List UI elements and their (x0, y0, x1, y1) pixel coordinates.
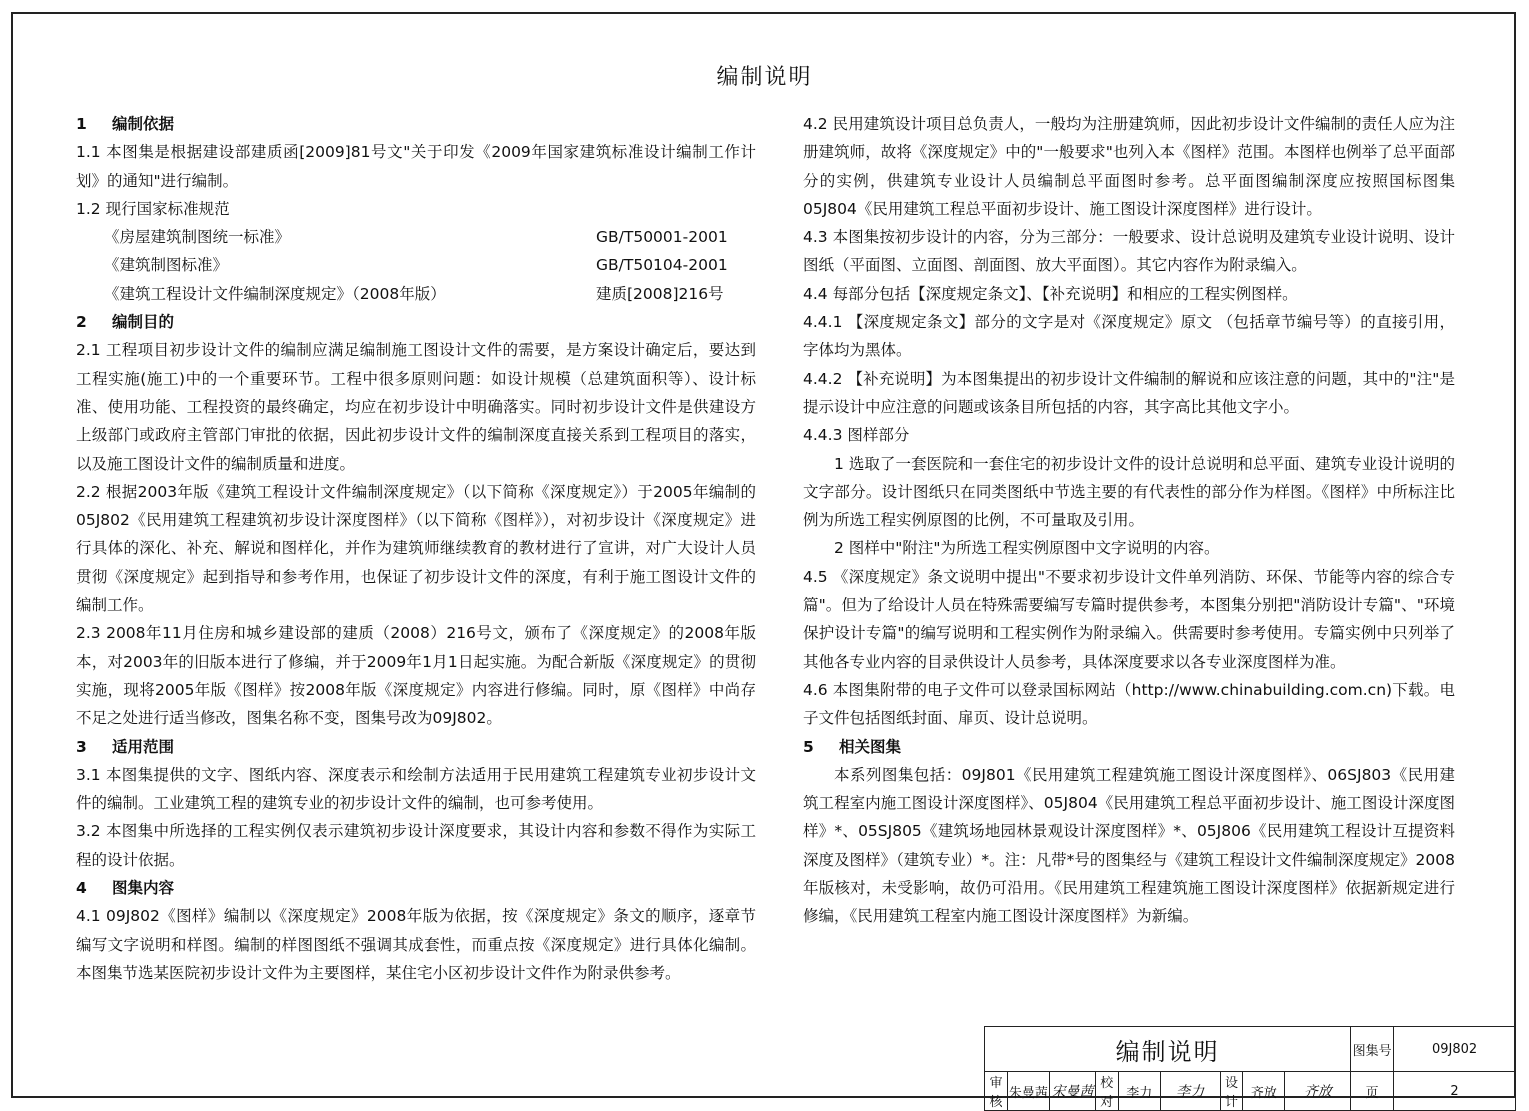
design-label: 设计 (1220, 1072, 1243, 1111)
section-heading (76, 308, 756, 336)
section-number: 2 (76, 313, 87, 332)
section-title: 相关图集 (839, 737, 902, 756)
standard-code: 建质[2008]216号 (596, 284, 724, 303)
left-column (76, 110, 756, 987)
paragraph: 本系列图集包括：09J801《民用建筑工程建筑施工图设计深度图样》、06SJ803《民用建筑工程室内施工图设计深度图样》、05J804《民用建筑工程总平面初步设计、施工图设计深度图样》*、05SJ805《建筑场地园林景观设计深度图样》*、05J806《民用建筑工程设计互提资料深度及图样》（建筑专业）*。注：凡带*号的图集经与《建筑工程设计文件编制深度规定》2008年版核对，未受影响，故仍可沿用。《民用建筑工程建筑施工图设计深度图样》依据新规定进行修编，《民用建筑工程室内施工图设计深度图样》为新编。 (803, 765, 1455, 926)
page-number: 2 (1394, 1072, 1516, 1111)
paragraph: 1.2 现行国家标准规范 (76, 199, 230, 218)
section-title: 适用范围 (112, 737, 175, 756)
section-number: 3 (76, 737, 87, 756)
title-block-name: 编制说明 (985, 1027, 1351, 1072)
standard-code: GB/T50001-2001 (596, 228, 728, 247)
standard-name: 《建筑制图标准》 (104, 256, 229, 275)
paragraph: 1.1 本图集是根据建设部建质函[2009]81号文"关于印发《2009年国家建筑标准设计编制工作计划》的通知"进行编制。 (76, 143, 756, 190)
reviewer-signature: 宋曼茜 (1049, 1072, 1095, 1111)
check-label: 校对 (1095, 1072, 1118, 1111)
paragraph: 2 图样中"附注"为所选工程实例原图中文字说明的内容。 (834, 539, 1220, 558)
paragraph: 4.5 《深度规定》条文说明中提出"不要求初步设计文件单列消防、环保、节能等内容的综合专篇"。但为了给设计人员在特殊需要编写专篇时提供参考，本图集分别把"消防设计专篇"、"环境保护设计专篇"的编写说明和工程实例作为附录编入。供需要时参考使用。专篇实例中只列举了其他各专业内容的目录供设计人员参考，具体深度要求以各专业深度图样为准。 (803, 567, 1455, 671)
standard-code: GB/T50104-2001 (596, 256, 728, 275)
section-heading (76, 110, 756, 138)
atlas-number: 09J802 (1394, 1027, 1516, 1072)
reviewer-name: 朱曼茜 (1007, 1072, 1049, 1111)
standard-row (76, 251, 756, 279)
section-number: 5 (803, 737, 814, 756)
paragraph: 2.2 根据2003年版《建筑工程设计文件编制深度规定》（以下简称《深度规定》）于2005年编制的05J802《民用建筑工程建筑初步设计深度图样》（以下简称《图样》），对初步设计《深度规定》进行具体的深化、补充、解说和图样化，并作为建筑师继续教育的教材进行了宣讲，对广大设计人员贯彻《深度规定》起到指导和参考作用，也保证了初步设计文件的深度，有利于施工图设计文件的编制工作。 (76, 482, 756, 615)
paragraph: 4.4.3 图样部分 (803, 426, 910, 445)
page-title: 编制说明 (716, 65, 813, 90)
section-number: 4 (76, 879, 87, 898)
paragraph: 4.1 09J802《图样》编制以《深度规定》2008年版为依据，按《深度规定》条文的顺序，逐章节编写文字说明和样图。编制的样图图纸不强调其成套性，而重点按《深度规定》进行具体化编制。本图集节选某医院初步设计文件为主要图样，某住宅小区初步设计文件作为附录供参考。 (76, 907, 756, 982)
paragraph: 4.2 民用建筑设计项目总负责人，一般均为注册建筑师，因此初步设计文件编制的责任人应为注册建筑师，故将《深度规定》中的"一般要求"也列入本《图样》范围。本图样也例举了总平面部分的实例，供建筑专业设计人员编制总平面图时参考。总平面图编制深度应按照国标图集05J804《民用建筑工程总平面初步设计、施工图设计深度图样》进行设计。 (803, 115, 1455, 218)
standard-row (76, 280, 756, 308)
designer-name: 齐放 (1243, 1072, 1285, 1111)
title-block (984, 1026, 1516, 1111)
section-title: 编制依据 (112, 115, 175, 133)
standard-row (76, 223, 756, 251)
paragraph: 4.4.2 【补充说明】为本图集提出的初步设计文件编制的解说和应该注意的问题，其中的"注"是提示设计中应注意的问题或该条目所包括的内容，其字高比其他文字小。 (803, 369, 1455, 416)
paragraph: 1 选取了一套医院和一套住宅的初步设计文件的设计总说明和总平面、建筑专业设计说明的文字部分。设计图纸只在同类图纸中节选主要的有代表性的部分作为样图。《图样》中所标注比例为所选工程实例原图的比例，不可量取及引用。 (803, 454, 1455, 530)
checker-name: 李力 (1118, 1072, 1160, 1111)
review-label: 审核 (985, 1072, 1008, 1111)
section-number: 1 (76, 115, 87, 133)
paragraph: 4.4 每部分包括【深度规定条文】、【补充说明】和相应的工程实例图样。 (803, 284, 1298, 303)
right-column (803, 110, 1455, 931)
section-heading (76, 874, 756, 902)
paragraph: 4.6 本图集附带的电子文件可以登录国标网站（http://www.chinabuilding.com.cn)下载。电子文件包括图纸封面、扉页、设计总说明。 (803, 680, 1455, 728)
paragraph: 3.1 本图集提供的文字、图纸内容、深度表示和绘制方法适用于民用建筑工程建筑专业初步设计文件的编制。工业建筑工程的建筑专业的初步设计文件的编制，也可参考使用。 (76, 765, 756, 813)
paragraph: 2.3 2008年11月住房和城乡建设部的建质（2008）216号文，颁布了《深度规定》的2008年版本，对2003年的旧版本进行了修编，并于2009年1月1日起实施。为配合新版《深度规定》的贯彻实施，现将2005年版《图样》按2008年版《深度规定》内容进行修编。同时，原《图样》中尚存不足之处进行适当修改，图集名称不变，图集号改为09J802。 (76, 624, 756, 728)
section-title: 图集内容 (112, 879, 175, 898)
paragraph: 4.4.1 【深度规定条文】部分的文字是对《深度规定》原文 （包括章节编号等）的直接引用，字体均为黑体。 (803, 313, 1455, 360)
section-title: 编制目的 (112, 313, 175, 332)
paragraph: 3.2 本图集中所选择的工程实例仅表示建筑初步设计深度要求，其设计内容和参数不得作为实际工程的设计依据。 (76, 822, 756, 869)
section-heading (803, 733, 1455, 761)
paragraph: 2.1 工程项目初步设计文件的编制应满足编制施工图设计文件的需要，是方案设计确定后，要达到工程实施(施工)中的一个重要环节。工程中很多原则问题：如设计规模（总建筑面积等）、设计标准、使用功能、工程投资的最终确定，均应在初步设计中明确落实。同时初步设计文件是供建设方上级部门或政府主管部门审批的依据，因此初步设计文件的编制深度直接关系到工程项目的落实，以及施工图设计文件的编制质量和进度。 (76, 341, 756, 473)
atlas-label: 图集号 (1351, 1027, 1394, 1072)
paragraph: 4.3 本图集按初步设计的内容，分为三部分：一般要求、设计总说明及建筑专业设计说明、设计图纸（平面图、立面图、剖面图、放大平面图）。其它内容作为附录编入。 (803, 228, 1455, 275)
section-heading (76, 733, 756, 761)
standard-name: 《房屋建筑制图统一标准》 (104, 228, 291, 247)
designer-signature: 齐放 (1285, 1072, 1351, 1111)
page-label: 页 (1351, 1072, 1394, 1111)
standard-name: 《建筑工程设计文件编制深度规定》（2008年版） (104, 284, 446, 303)
checker-signature: 李力 (1160, 1072, 1220, 1111)
